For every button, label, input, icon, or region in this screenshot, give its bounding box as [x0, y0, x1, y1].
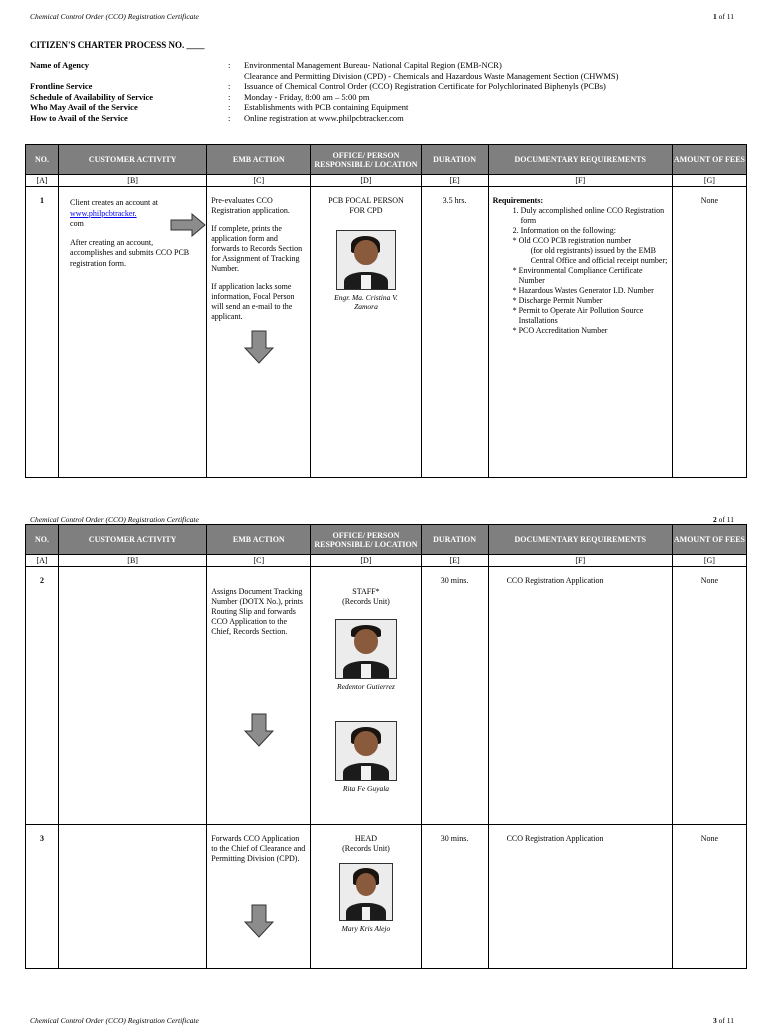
- charter-title: CITIZEN'S CHARTER PROCESS NO. ____: [30, 40, 205, 50]
- arrow-down-icon: [244, 904, 274, 938]
- page2-page-number: 2 of 11: [713, 515, 734, 524]
- office-unit: (Records Unit): [342, 597, 390, 606]
- duration-cell: 30 mins.: [421, 567, 488, 825]
- customer-activity-cell: Client creates an account at www.philpcbtracker. com After creating an account, accomplishes and submits CCO PCB registration form.: [59, 187, 207, 478]
- office-unit: (Records Unit): [342, 844, 390, 853]
- column-letter-row: [A] [B] [C] [D] [E] [F] [G]: [26, 555, 747, 567]
- arrow-down-icon: [244, 713, 274, 747]
- info-row-schedule: Schedule of Availability of Service : Monday - Friday, 8:00 am – 5:00 pm: [30, 91, 370, 102]
- emb-action-cell: Forwards CCO Application to the Chief of Clearance and Permitting Division (CPD).: [207, 825, 311, 969]
- office-cell: [311, 567, 421, 825]
- person-name: Engr. Ma. Cristina V. Zamora: [334, 293, 398, 311]
- col-header-emb: EMB ACTION: [207, 145, 311, 175]
- person-photo: [335, 721, 397, 781]
- table-row-step3: [26, 825, 747, 969]
- info-row-who: Who May Avail of the Service : Establishments with PCB containing Equipment: [30, 102, 409, 112]
- person-photo: [335, 619, 397, 679]
- office-title: PCB FOCAL PERSON FOR CPD: [328, 196, 404, 215]
- documents-cell: CCO Registration Application: [488, 567, 672, 825]
- office-cell: [311, 825, 421, 969]
- process-table-page1: [25, 144, 747, 478]
- col-header-fees: AMOUNT OF FEES: [672, 145, 746, 175]
- info-row-frontline: Frontline Service : Issuance of Chemical Control Order (CCO) Registration Certificate for Polychlorinated Biphenyls (PCBs): [30, 81, 606, 91]
- col-header-office: OFFICE/ PERSON RESPONSIBLE/ LOCATION: [311, 145, 421, 175]
- fees-cell: None: [672, 187, 746, 478]
- page3-header-title: Chemical Control Order (CCO) Registration Certificate: [30, 1016, 199, 1025]
- requirements-list: 1. Duly accomplished online CCO Registration form 2. Information on the following:: [493, 206, 668, 236]
- step-number: 2: [26, 567, 59, 825]
- fees-cell: None: [672, 567, 746, 825]
- col-header-documentary: DOCUMENTARY REQUIREMENTS: [488, 145, 672, 175]
- column-letter-row: [A] [B] [C] [D] [E] [F] [G]: [26, 175, 747, 187]
- page1-page-number: 1 of 11: [713, 12, 734, 21]
- arrow-right-icon: [170, 213, 206, 237]
- customer-activity-cell: [59, 825, 207, 969]
- emb-action-cell: Pre-evaluates CCO Registration application. If complete, prints the application form and forwards to Records Section for Assignment of Tracking Number. If application lacks some information, Focal Person will send an e-mail to the applicant.: [207, 187, 311, 478]
- col-header-duration: DURATION: [421, 145, 488, 175]
- arrow-down-icon: [244, 330, 274, 364]
- office-title: STAFF*: [352, 587, 380, 596]
- page2-header-title: Chemical Control Order (CCO) Registration Certificate: [30, 515, 199, 524]
- col-header-customer: CUSTOMER ACTIVITY: [59, 145, 207, 175]
- table-row-step2: [26, 567, 747, 825]
- person-name: Rita Fe Guyala: [342, 784, 390, 793]
- table-row-step1: [26, 187, 747, 478]
- process-table-page2: [25, 524, 747, 969]
- person-photo: [339, 863, 393, 921]
- service-info: [30, 60, 730, 123]
- step-number: 3: [26, 825, 59, 969]
- office-cell: [311, 187, 421, 478]
- fees-cell: None: [672, 825, 746, 969]
- requirements-cell: Requirements: 1. Duly accomplished online CCO Registration form 2. Information on the following: * Old CCO PCB registration number (for old registrants) issued by the EMB Central Office and official receipt number; * Environmental Compliance Certificate Number * Hazardous Wastes Generator I.D. Number * Discharge Permit Number * Permit to Operate Air Pollution Source Installations * PCO Accreditation Number: [488, 187, 672, 478]
- duration-cell: 3.5 hrs.: [421, 187, 488, 478]
- duration-cell: 30 mins.: [421, 825, 488, 969]
- table-header-row: NO. CUSTOMER ACTIVITY EMB ACTION OFFICE/ PERSON RESPONSIBLE/ LOCATION DURATION DOCUMENTARY REQUIREMENTS AMOUNT OF FEES: [26, 525, 747, 555]
- step-number: 1: [26, 187, 59, 478]
- customer-activity-cell: [59, 567, 207, 825]
- office-title: HEAD: [354, 834, 378, 843]
- page1-header-title: Chemical Control Order (CCO) Registration Certificate: [30, 12, 199, 21]
- person-photo: [336, 230, 396, 290]
- table-header-row: [26, 145, 747, 175]
- person-name: Redentor Gutierrez: [337, 682, 395, 691]
- page3-page-number: 3 of 11: [713, 1016, 734, 1025]
- col-header-no: NO.: [26, 145, 59, 175]
- tracker-link[interactable]: www.philpcbtracker.: [70, 208, 137, 218]
- info-row-agency: Name of Agency : Environmental Management Bureau- National Capital Region (EMB-NCR) Clearance and Permitting Division (CPD) - Chemicals and Hazardous Waste Management Section (CHWMS): [30, 60, 619, 81]
- emb-action-cell: Assigns Document Tracking Number (DOTX No.), prints Routing Slip and forwards CCO Application to the Chief, Records Section.: [207, 567, 311, 825]
- info-row-how: How to Avail of the Service : Online registration at www.philpcbtracker.com: [30, 112, 404, 123]
- documents-cell: CCO Registration Application: [488, 825, 672, 969]
- person-name: Mary Kris Alejo: [341, 924, 391, 933]
